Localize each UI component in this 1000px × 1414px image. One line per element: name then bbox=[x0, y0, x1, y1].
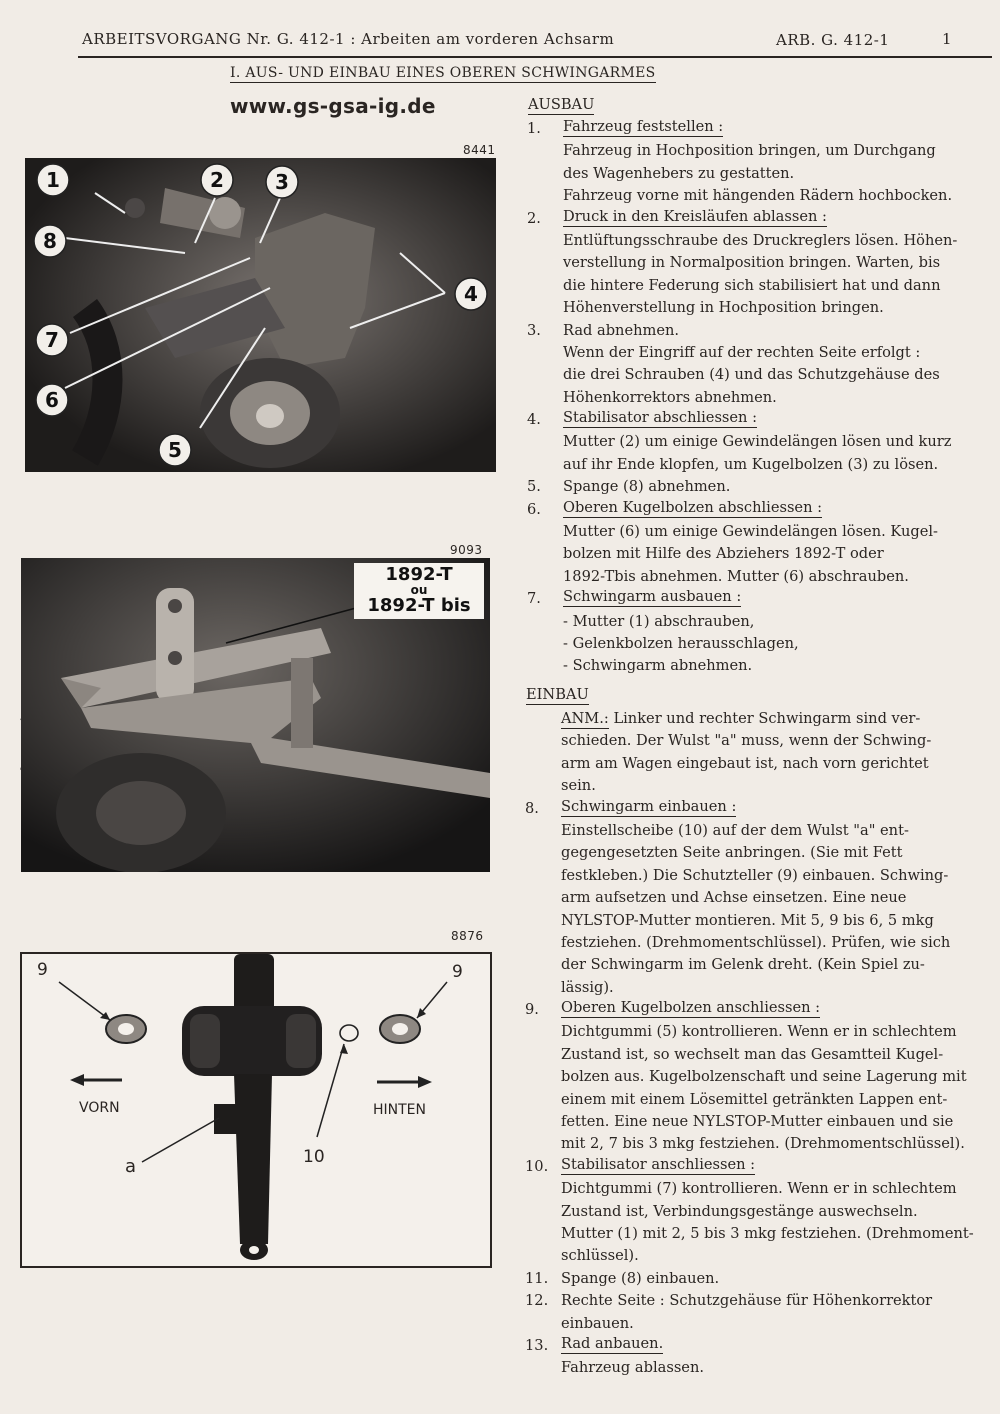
text-line bbox=[527, 543, 987, 565]
tool-label-or: ou bbox=[410, 583, 428, 597]
step-text: einem mit einem Lösemittel getränkten Lappen ent- bbox=[561, 1090, 948, 1108]
callout-8: 8 bbox=[43, 229, 57, 253]
step-text: Dichtgummi (5) kontrollieren. Wenn er in schlechtem bbox=[561, 1023, 957, 1041]
text-line bbox=[525, 1245, 995, 1267]
step-text: gegengesetzten Seite anbringen. (Sie mit Fett bbox=[561, 844, 903, 862]
text-line bbox=[525, 977, 995, 999]
step-heading: Stabilisator anschliessen : bbox=[561, 1155, 756, 1173]
step-text: Fahrzeug vorne mit hängenden Rädern hochbocken. bbox=[563, 187, 953, 205]
step-number: 4. bbox=[527, 411, 541, 429]
section-einbau bbox=[526, 686, 589, 705]
step-text: Mutter (1) mit 2, 5 bis 3 mkg festziehen. (Drehmoment- bbox=[561, 1224, 974, 1242]
tool-label bbox=[354, 563, 484, 619]
instructions-ausbau bbox=[527, 118, 987, 678]
figure-number: 8441 bbox=[463, 143, 496, 157]
photo-illustration bbox=[25, 158, 496, 472]
step-text: fetten. Eine neue NYLSTOP-Mutter einbauen und sie bbox=[561, 1113, 954, 1131]
step-text: Spange (8) abnehmen. bbox=[563, 478, 731, 496]
text-line bbox=[525, 1313, 995, 1335]
text-line bbox=[527, 163, 987, 185]
website-url[interactable]: www.gs-gsa-ig.de bbox=[230, 94, 436, 118]
label-9-right: 9 bbox=[452, 962, 463, 982]
step-heading: Oberen Kugelbolzen anschliessen : bbox=[561, 999, 821, 1017]
step-text: Fahrzeug ablassen. bbox=[561, 1359, 704, 1377]
text-line bbox=[525, 1223, 995, 1245]
text-line bbox=[525, 1089, 995, 1111]
text-line bbox=[525, 798, 995, 820]
text-line bbox=[527, 185, 987, 207]
text-line bbox=[527, 566, 987, 588]
text-line bbox=[525, 910, 995, 932]
step-heading: Oberen Kugelbolzen abschliessen : bbox=[563, 498, 823, 516]
text-line bbox=[527, 387, 987, 409]
label-hinten: HINTEN bbox=[373, 1102, 426, 1118]
text-line bbox=[525, 954, 995, 976]
step-heading: Fahrzeug feststellen : bbox=[563, 118, 724, 135]
step-text: sein. bbox=[561, 777, 596, 795]
text-line bbox=[525, 1268, 995, 1290]
step-heading: Rad anbauen. bbox=[561, 1334, 664, 1352]
text-line bbox=[525, 1111, 995, 1133]
callout-6: 6 bbox=[45, 388, 59, 412]
step-text: Höhenverstellung in Hochposition bringen. bbox=[563, 299, 884, 317]
text-line bbox=[525, 775, 995, 797]
callout-7: 7 bbox=[45, 328, 59, 352]
callout-2: 2 bbox=[210, 168, 224, 192]
text-line bbox=[525, 887, 995, 909]
label-a: a bbox=[125, 1156, 137, 1177]
text-line bbox=[527, 230, 987, 252]
step-text: Mutter (6) um einige Gewindelängen lösen. Kugel- bbox=[563, 523, 938, 541]
note-label: ANM.: bbox=[561, 710, 609, 727]
diagram-swing-arm bbox=[20, 952, 492, 1268]
text-line bbox=[527, 342, 987, 364]
step-text: mit 2, 7 bis 3 mkg festziehen. (Drehmomentschlüssel). bbox=[561, 1135, 965, 1153]
step-text: Spange (8) einbauen. bbox=[561, 1269, 720, 1287]
text-line bbox=[527, 409, 987, 431]
text-line bbox=[527, 320, 987, 342]
step-number: 5. bbox=[527, 478, 541, 496]
text-line bbox=[527, 611, 987, 633]
callout-3: 3 bbox=[275, 170, 289, 194]
text-line bbox=[525, 1335, 995, 1357]
text-line bbox=[527, 118, 987, 140]
step-text: Mutter (2) um einige Gewindelängen lösen und kurz bbox=[563, 433, 952, 451]
step-text: auf ihr Ende klopfen, um Kugelbolzen (3) zu lösen. bbox=[563, 455, 939, 473]
section-ausbau-heading: AUSBAU bbox=[528, 96, 595, 113]
step-number: 8. bbox=[525, 799, 539, 817]
step-number: 2. bbox=[527, 209, 541, 227]
header-ref: ARB. G. 412-1 bbox=[776, 31, 890, 49]
text-line bbox=[525, 999, 995, 1021]
step-text: Zustand ist, so wechselt man das Gesamtteil Kugel- bbox=[561, 1045, 944, 1063]
text-line bbox=[527, 252, 987, 274]
step-text: Rechte Seite : Schutzgehäuse für Höhenkorrektor bbox=[561, 1292, 933, 1310]
text-line bbox=[525, 1156, 995, 1178]
step-text: bolzen mit Hilfe des Abziehers 1892-T oder bbox=[563, 545, 884, 563]
text-line bbox=[527, 633, 987, 655]
text-line bbox=[527, 364, 987, 386]
step-text: einbauen. bbox=[561, 1314, 634, 1332]
tool-label-alt: 1892-T bis bbox=[367, 595, 471, 616]
text-line bbox=[525, 1357, 995, 1379]
step-heading: Schwingarm einbauen : bbox=[561, 797, 737, 815]
step-number: 9. bbox=[525, 1001, 539, 1019]
callout-5: 5 bbox=[168, 438, 182, 462]
step-text: arm am Wagen eingebaut ist, nach vorn gerichtet bbox=[561, 754, 929, 772]
note-text: Linker und rechter Schwingarm sind ver- bbox=[608, 710, 921, 727]
step-heading: Stabilisator abschliessen : bbox=[563, 409, 758, 427]
callout-1: 1 bbox=[46, 168, 60, 192]
text-line bbox=[527, 297, 987, 319]
step-text: - Mutter (1) abschrauben, bbox=[563, 612, 755, 630]
step-text: Höhenkorrektors abnehmen. bbox=[563, 388, 777, 406]
step-text: 1892-Tbis abnehmen. Mutter (6) abschrauben. bbox=[563, 567, 909, 585]
figure-number: 8876 bbox=[451, 929, 484, 943]
label-9-left: 9 bbox=[37, 960, 48, 980]
text-line bbox=[525, 1290, 995, 1312]
step-text: des Wagenhebers zu gestatten. bbox=[563, 164, 795, 182]
text-line bbox=[527, 275, 987, 297]
step-text: lässig). bbox=[561, 978, 614, 996]
page-number: 1 bbox=[942, 30, 953, 48]
text-line bbox=[527, 140, 987, 162]
header-left: ARBEITSVORGANG Nr. G. 412-1 : Arbeiten am vorderen Achsarm bbox=[82, 30, 615, 48]
step-text: festziehen. (Drehmomentschlüssel). Prüfen, wie sich bbox=[561, 933, 951, 951]
step-number: 7. bbox=[527, 590, 541, 608]
text-line bbox=[525, 1044, 995, 1066]
header-rule bbox=[78, 56, 992, 58]
step-text: - Schwingarm abnehmen. bbox=[563, 657, 753, 675]
step-number: 12. bbox=[525, 1292, 549, 1310]
section-ausbau bbox=[528, 96, 594, 115]
step-text: Dichtgummi (7) kontrollieren. Wenn er in schlechtem bbox=[561, 1180, 957, 1198]
photo-puller-tool bbox=[21, 558, 490, 872]
text-line bbox=[525, 708, 995, 730]
text-line bbox=[525, 730, 995, 752]
step-text: Entlüftungsschraube des Druckreglers lösen. Höhen- bbox=[563, 231, 958, 249]
text-line bbox=[527, 655, 987, 677]
text-line bbox=[525, 1133, 995, 1155]
text-line bbox=[525, 1066, 995, 1088]
text-line bbox=[527, 208, 987, 230]
label-10: 10 bbox=[303, 1147, 325, 1167]
text-line bbox=[527, 431, 987, 453]
text-line bbox=[527, 476, 987, 498]
step-number: 3. bbox=[527, 321, 541, 339]
text-line bbox=[527, 588, 987, 610]
step-heading: Schwingarm ausbauen : bbox=[563, 588, 742, 606]
text-line bbox=[525, 1201, 995, 1223]
text-line bbox=[527, 454, 987, 476]
step-text: Zustand ist, Verbindungsgestänge auswechseln. bbox=[561, 1202, 918, 1220]
step-number: 1. bbox=[527, 120, 541, 137]
text-line bbox=[525, 1178, 995, 1200]
step-number: 10. bbox=[525, 1157, 549, 1175]
step-text: - Gelenkbolzen herausschlagen, bbox=[563, 634, 799, 652]
step-number: 13. bbox=[525, 1336, 549, 1354]
text-line bbox=[527, 521, 987, 543]
label-vorn: VORN bbox=[79, 1100, 120, 1116]
page-title: I. AUS- UND EINBAU EINES OBEREN SCHWINGARMES bbox=[230, 65, 656, 81]
text-line bbox=[525, 1021, 995, 1043]
step-text: schlüssel). bbox=[561, 1247, 639, 1265]
step-text: Fahrzeug in Hochposition bringen, um Durchgang bbox=[563, 142, 936, 160]
step-text: Wenn der Eingriff auf der rechten Seite erfolgt : bbox=[563, 343, 921, 361]
step-number: 6. bbox=[527, 500, 541, 518]
text-line bbox=[527, 499, 987, 521]
section-einbau-heading: EINBAU bbox=[526, 686, 589, 703]
step-text: verstellung in Normalposition bringen. Warten, bis bbox=[563, 254, 941, 272]
text-line bbox=[525, 865, 995, 887]
step-text: der Schwingarm im Gelenk dreht. (Kein Spiel zu- bbox=[561, 956, 925, 974]
step-text: NYLSTOP-Mutter montieren. Mit 5, 9 bis 6, 5 mkg bbox=[561, 911, 934, 929]
callout-4: 4 bbox=[464, 282, 478, 306]
step-text: Einstellscheibe (10) auf der dem Wulst "a" ent- bbox=[561, 821, 909, 839]
step-text: arm aufsetzen und Achse einsetzen. Eine neue bbox=[561, 889, 907, 907]
step-text: schieden. Der Wulst "a" muss, wenn der Schwing- bbox=[561, 732, 932, 750]
photo-suspension bbox=[25, 158, 496, 472]
step-text: festkleben.) Die Schutzteller (9) einbauen. Schwing- bbox=[561, 866, 949, 884]
text-line bbox=[525, 820, 995, 842]
instructions-einbau bbox=[525, 708, 995, 1380]
text-line bbox=[525, 753, 995, 775]
step-number: 11. bbox=[525, 1269, 549, 1287]
step-text: die hintere Federung sich stabilisiert hat und dann bbox=[563, 276, 941, 294]
step-text: bolzen aus. Kugelbolzenschaft und seine Lagerung mit bbox=[561, 1068, 967, 1086]
figure-number: 9093 bbox=[450, 543, 483, 557]
note-line bbox=[561, 708, 920, 730]
step-heading: Druck in den Kreisläufen ablassen : bbox=[563, 207, 827, 225]
text-line bbox=[525, 932, 995, 954]
step-text: Rad abnehmen. bbox=[563, 321, 679, 339]
text-line bbox=[525, 842, 995, 864]
tool-label-primary: 1892-T bbox=[385, 564, 453, 585]
step-text: die drei Schrauben (4) und das Schutzgehäuse des bbox=[563, 366, 940, 384]
